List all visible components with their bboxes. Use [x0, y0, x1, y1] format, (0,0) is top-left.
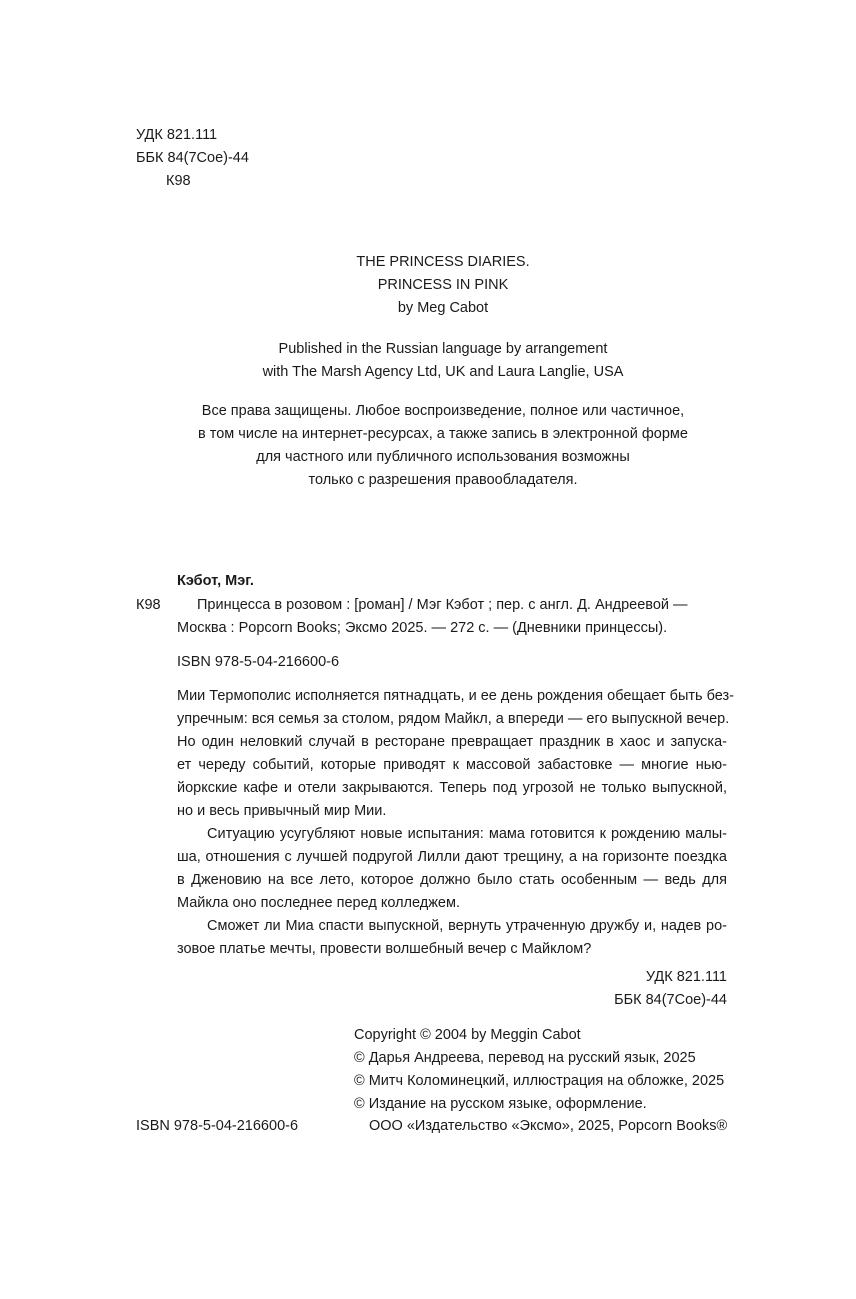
catalog-isbn: ISBN 978-5-04-216600-6 — [177, 654, 340, 670]
original-book-title: PRINCESS IN PINK — [377, 277, 509, 293]
top-classification-block — [136, 124, 249, 193]
copyright-line: © Дарья Андреева, перевод на русский язык, 2025 — [354, 1050, 696, 1066]
rights-notice-line: в том числе на интернет-ресурсах, а также запись в электронной форме — [198, 426, 688, 442]
annotation-line: в Дженовию на все лето, которое должно было стать особенным — ведь для — [177, 872, 727, 888]
rights-notice — [0, 400, 856, 492]
annotation-paragraph — [177, 823, 727, 915]
annotation-line: ет череду событий, которые приводят к массовой забастовке — многие нью- — [177, 757, 727, 773]
annotation-line: ша, отношения с лучшей подругой Лилли дают трещину, а на горизонте поездка — [177, 849, 727, 865]
catalog-author-heading: Кэбот, Мэг. — [177, 573, 254, 589]
annotation-line: Мии Термополис исполняется пятнадцать, и ее день рождения обещает быть без- — [177, 688, 734, 704]
original-author: by Meg Cabot — [397, 300, 489, 316]
copyright-line: © Издание на русском языке, оформление. — [354, 1096, 647, 1112]
annotation-line: но и весь привычный мир Мии. — [177, 803, 387, 819]
catalog-description-line: Принцесса в розовом : [роман] / Мэг Кэбот ; пер. с англ. Д. Андреевой — — [197, 597, 688, 613]
bbk-code: ББК 84(7Сое)-44 — [614, 992, 727, 1008]
publisher-line: ООО «Издательство «Эксмо», 2025, Popcorn Books® — [369, 1118, 728, 1134]
annotation-paragraph — [177, 685, 734, 823]
annotation-line: Сможет ли Миа спасти выпускной, вернуть утраченную дружбу и, надев ро- — [207, 918, 727, 934]
annotation-paragraph — [177, 915, 727, 961]
copyright-line: Copyright © 2004 by Meggin Cabot — [354, 1027, 581, 1043]
bbk-code: ББК 84(7Сое)-44 — [136, 150, 249, 166]
annotation-line: йоркские кафе и отели закрываются. Теперь под угрозой не только выпускной, — [177, 780, 727, 796]
annotation — [177, 685, 734, 961]
annotation-line: упречным: вся семья за столом, рядом Майкл, а впереди — его выпускной вечер. — [177, 711, 730, 727]
udk-code: УДК 821.111 — [136, 127, 218, 143]
bottom-classification-block — [500, 966, 727, 1012]
udk-code: УДК 821.111 — [645, 969, 727, 985]
copyright-line: © Митч Коломинецкий, иллюстрация на обложке, 2025 — [354, 1073, 725, 1089]
original-title-block — [0, 251, 856, 320]
rights-notice-line: Все права защищены. Любое воспроизведение, полное или частичное, — [201, 403, 685, 419]
annotation-line: Но один неловкий случай в ресторане превращает праздник в хаос и запуска- — [177, 734, 727, 750]
publication-notice-line: with The Marsh Agency Ltd, UK and Laura Langlie, USA — [262, 364, 624, 380]
copyright-block — [354, 1024, 724, 1116]
rights-notice-line: только с разрешения правообладателя. — [308, 472, 578, 488]
annotation-line: зовое платье мечты, провести волшебный вечер с Майклом? — [177, 941, 592, 957]
publication-notice-line: Published in the Russian language by arrangement — [278, 341, 608, 357]
catalog-description — [177, 594, 727, 640]
author-mark: К98 — [166, 173, 191, 189]
publication-notice — [0, 338, 856, 384]
catalog-description-line: Москва : Popcorn Books; Эксмо 2025. — 272 с. — (Дневники принцессы). — [177, 620, 668, 636]
catalog-author-mark: К98 — [136, 597, 161, 613]
original-series-title: THE PRINCESS DIARIES. — [356, 254, 530, 270]
footer-isbn: ISBN 978-5-04-216600-6 — [136, 1118, 299, 1134]
rights-notice-line: для частного или публичного использования возможны — [256, 449, 630, 465]
annotation-line: Ситуацию усугубляют новые испытания: мама готовится к рождению малы- — [207, 826, 727, 842]
annotation-line: Майкла оно последнее перед колледжем. — [177, 895, 460, 911]
